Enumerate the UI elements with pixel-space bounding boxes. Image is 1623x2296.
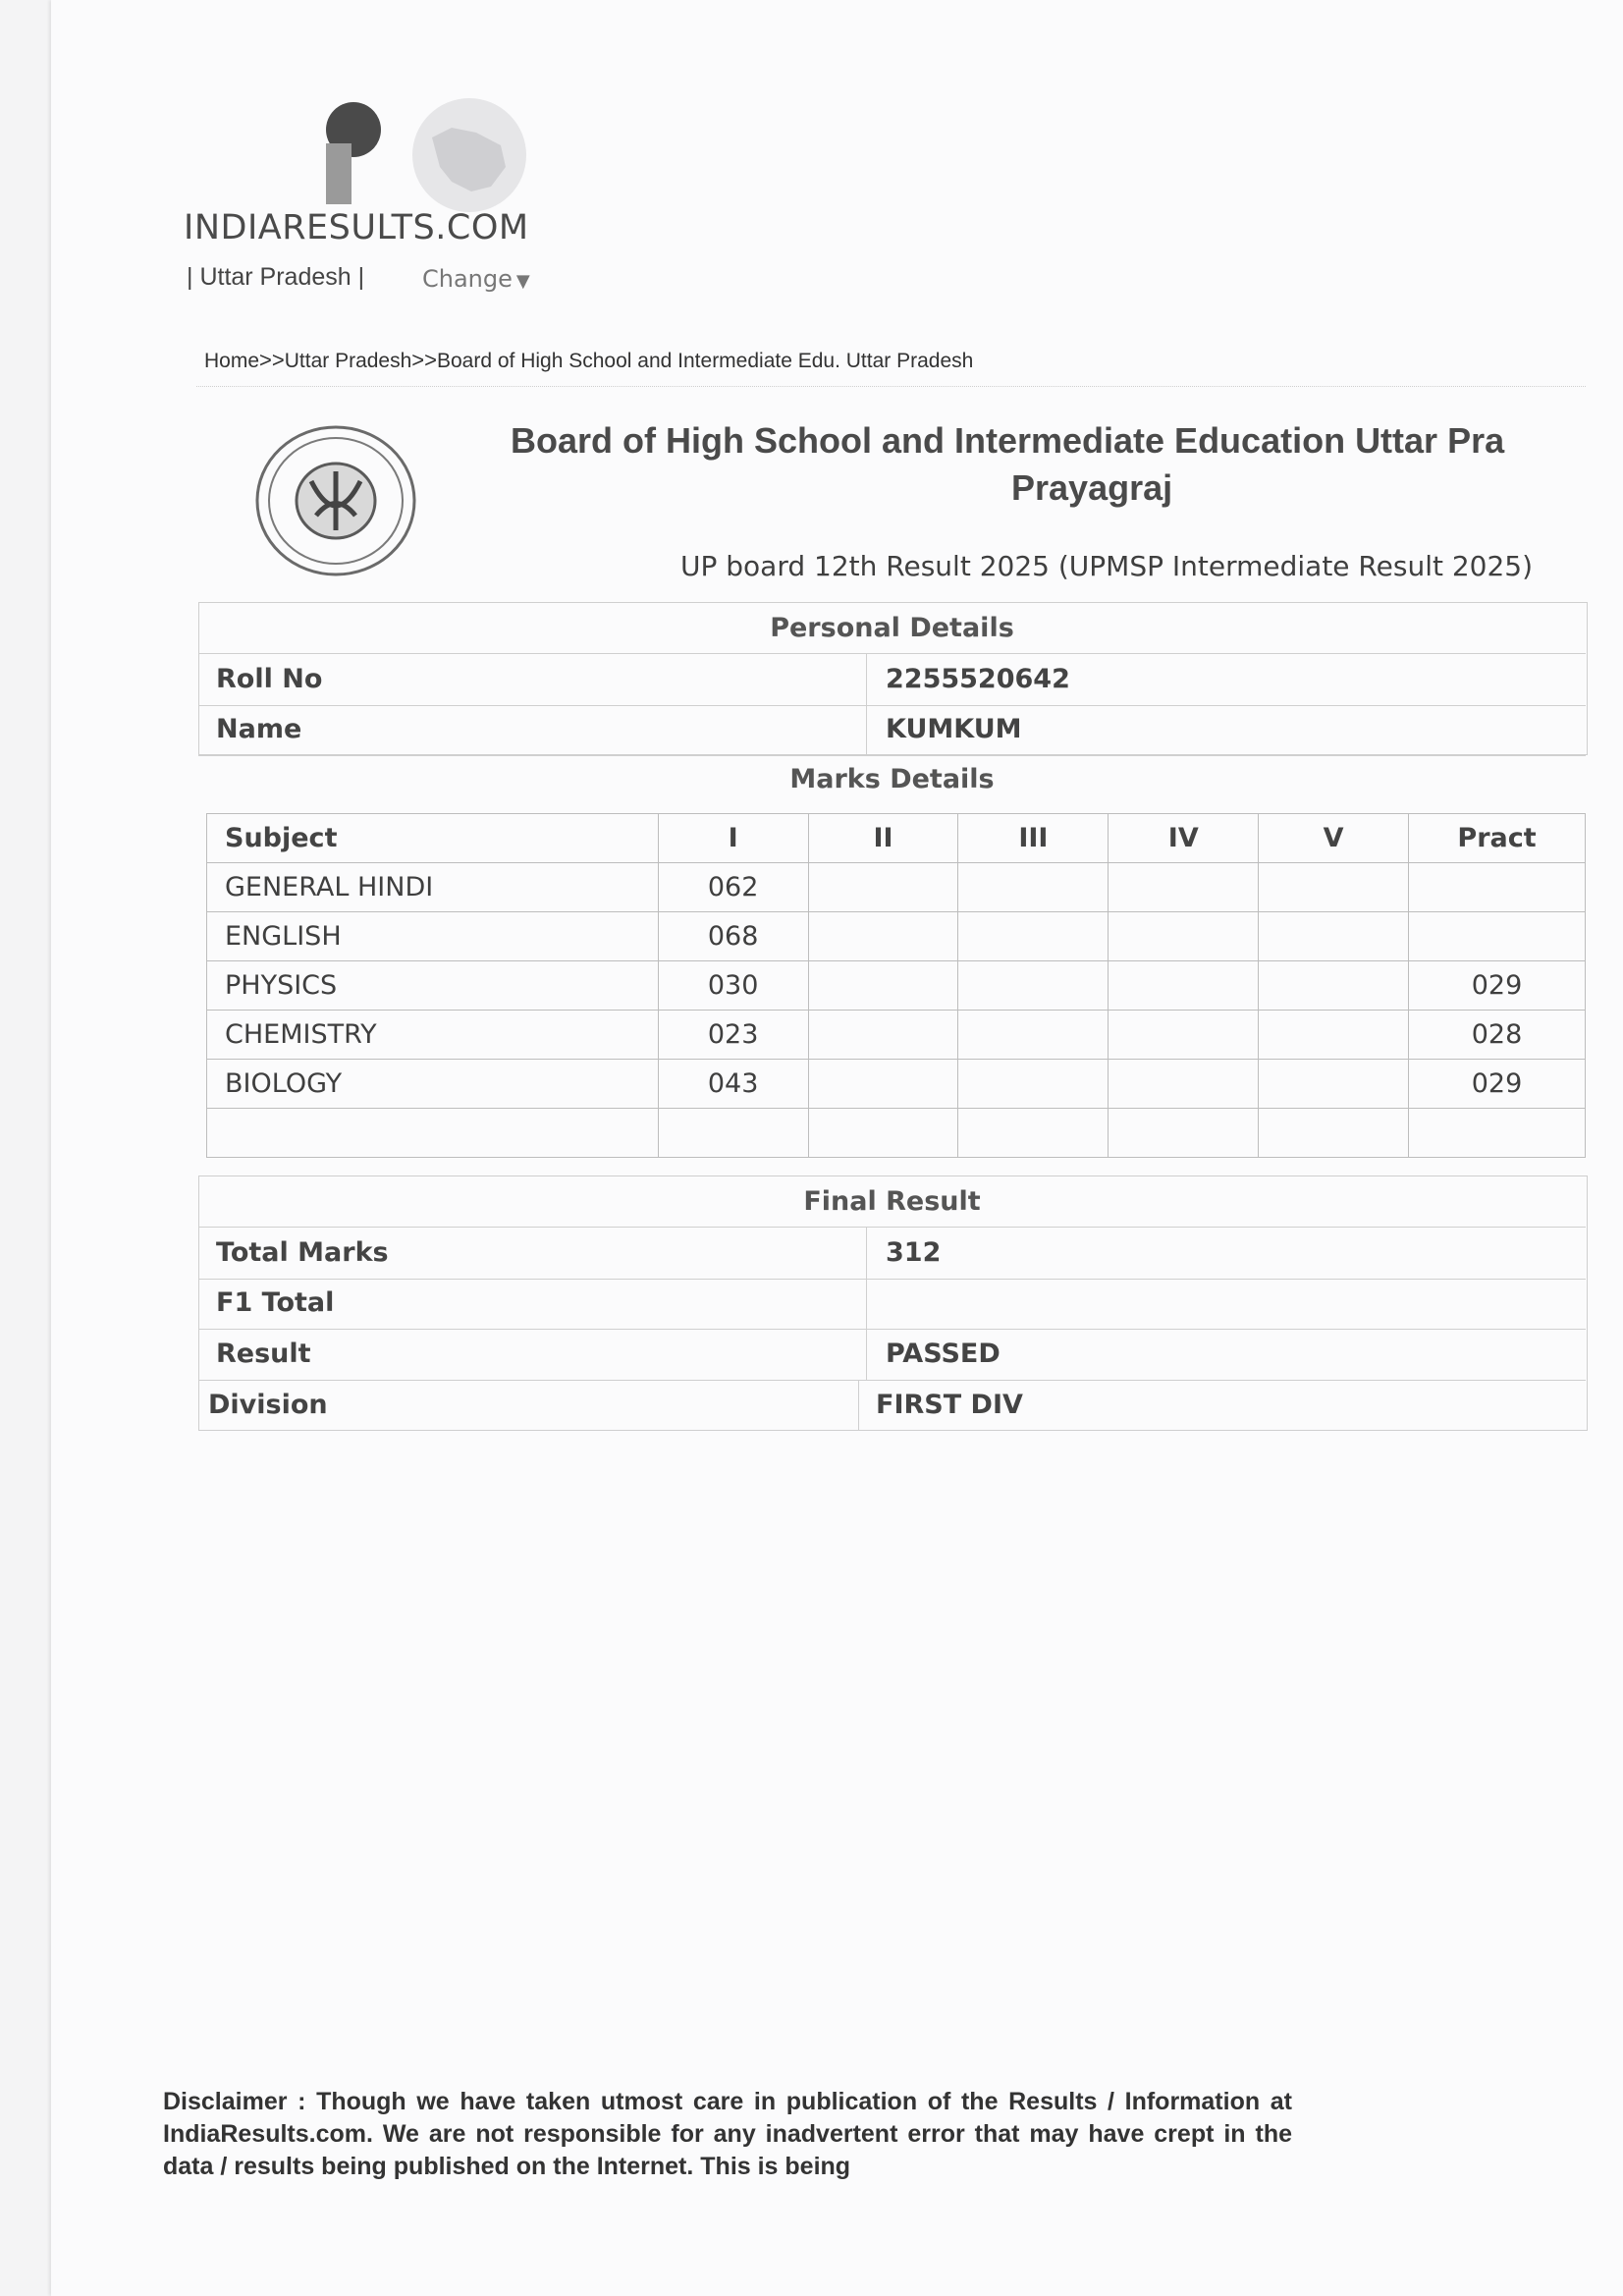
mark-cell [1259, 1109, 1409, 1158]
mark-cell [958, 1109, 1109, 1158]
dropdown-arrow-icon: ▼ [515, 271, 530, 292]
table-row [207, 961, 1586, 1011]
name-value: KUMKUM [886, 714, 1022, 744]
mark-cell [1259, 863, 1409, 912]
name-row [198, 704, 1586, 756]
result-label: Result [216, 1339, 311, 1369]
state-label: | Uttar Pradesh | [187, 263, 365, 291]
mark-cell [958, 1060, 1109, 1109]
breadcrumb-divider [196, 386, 1586, 387]
mark-cell [1259, 961, 1409, 1011]
breadcrumb [204, 348, 973, 373]
total-marks-label: Total Marks [216, 1237, 389, 1268]
result-value: PASSED [886, 1339, 1001, 1369]
personal-details-heading: Personal Details [770, 613, 1014, 643]
roll-no-label: Roll No [216, 664, 323, 694]
column-header: III [958, 814, 1109, 863]
result-subtitle: UP board 12th Result 2025 (UPMSP Intermediate Result 2025) [680, 550, 1534, 582]
column-header: V [1259, 814, 1409, 863]
column-header: Pract [1409, 814, 1586, 863]
marks-details-heading: Marks Details [789, 764, 995, 794]
mark-cell [808, 863, 958, 912]
roll-no-value: 2255520642 [886, 664, 1070, 694]
pract-cell [1409, 912, 1586, 961]
indiaresults-logo-icon [314, 98, 530, 216]
mark-cell: 068 [658, 912, 808, 961]
board-city: Prayagraj [1011, 467, 1173, 508]
mark-cell [1109, 1109, 1259, 1158]
mark-cell [1109, 961, 1259, 1011]
marks-header-row [207, 814, 1586, 863]
table-row [207, 863, 1586, 912]
change-label: Change [422, 265, 513, 293]
mark-cell [1109, 1060, 1259, 1109]
mark-cell [1259, 1011, 1409, 1060]
change-state-link[interactable] [422, 265, 530, 293]
mark-cell: 023 [658, 1011, 808, 1060]
table-row [207, 1060, 1586, 1109]
board-title: Board of High School and Intermediate Education Uttar Pra [511, 420, 1505, 461]
pract-cell [1409, 863, 1586, 912]
name-label: Name [216, 714, 302, 744]
board-seal-icon [252, 422, 419, 579]
pract-cell [1409, 1109, 1586, 1158]
mark-cell [1109, 912, 1259, 961]
subject-cell: PHYSICS [207, 961, 659, 1011]
mark-cell [958, 961, 1109, 1011]
mark-cell [1109, 863, 1259, 912]
mark-cell [658, 1109, 808, 1158]
mark-cell [808, 1109, 958, 1158]
breadcrumb-separator: >> [411, 348, 437, 372]
subject-cell: ENGLISH [207, 912, 659, 961]
table-row [207, 912, 1586, 961]
total-marks-value: 312 [886, 1237, 942, 1268]
pract-cell: 028 [1409, 1011, 1586, 1060]
subject-cell [207, 1109, 659, 1158]
column-header: Subject [207, 814, 659, 863]
table-row [207, 1011, 1586, 1060]
marks-table [206, 813, 1586, 1158]
mark-cell [808, 961, 958, 1011]
pract-cell: 029 [1409, 1060, 1586, 1109]
mark-cell [808, 912, 958, 961]
pract-cell: 029 [1409, 961, 1586, 1011]
column-header: I [658, 814, 808, 863]
final-result-heading: Final Result [803, 1186, 981, 1217]
division-value: FIRST DIV [876, 1390, 1023, 1420]
roll-no-row [198, 653, 1586, 706]
disclaimer-text: Disclaimer : Though we have taken utmost care in publication of the Results / Information at IndiaResults.com. We are not responsible for any inadvertent error that may have crept in the data / results being published on the Internet. This is being [163, 2088, 1292, 2180]
mark-cell: 043 [658, 1060, 808, 1109]
mark-cell [1109, 1011, 1259, 1060]
mark-cell [1259, 912, 1409, 961]
subject-cell: BIOLOGY [207, 1060, 659, 1109]
column-header: IV [1109, 814, 1259, 863]
table-row [207, 1109, 1586, 1158]
site-logo-text[interactable]: INDIARESULTS.COM [184, 208, 529, 247]
column-header: II [808, 814, 958, 863]
breadcrumb-home[interactable]: Home [204, 350, 260, 372]
breadcrumb-separator: >> [259, 348, 285, 372]
breadcrumb-state[interactable]: Uttar Pradesh [284, 350, 412, 372]
breadcrumb-board[interactable]: Board of High School and Intermediate Edu. Uttar Pradesh [437, 350, 974, 372]
mark-cell [1259, 1060, 1409, 1109]
mark-cell [808, 1060, 958, 1109]
f1-total-label: F1 Total [216, 1287, 335, 1318]
subject-cell: CHEMISTRY [207, 1011, 659, 1060]
mark-cell: 030 [658, 961, 808, 1011]
f1-total-row [198, 1278, 1586, 1330]
mark-cell [958, 912, 1109, 961]
mark-cell: 062 [658, 863, 808, 912]
result-row [198, 1329, 1586, 1381]
division-row [198, 1380, 1586, 1431]
division-label: Division [208, 1390, 328, 1420]
total-marks-row [198, 1227, 1586, 1280]
mark-cell [808, 1011, 958, 1060]
mark-cell [958, 1011, 1109, 1060]
subject-cell: GENERAL HINDI [207, 863, 659, 912]
mark-cell [958, 863, 1109, 912]
